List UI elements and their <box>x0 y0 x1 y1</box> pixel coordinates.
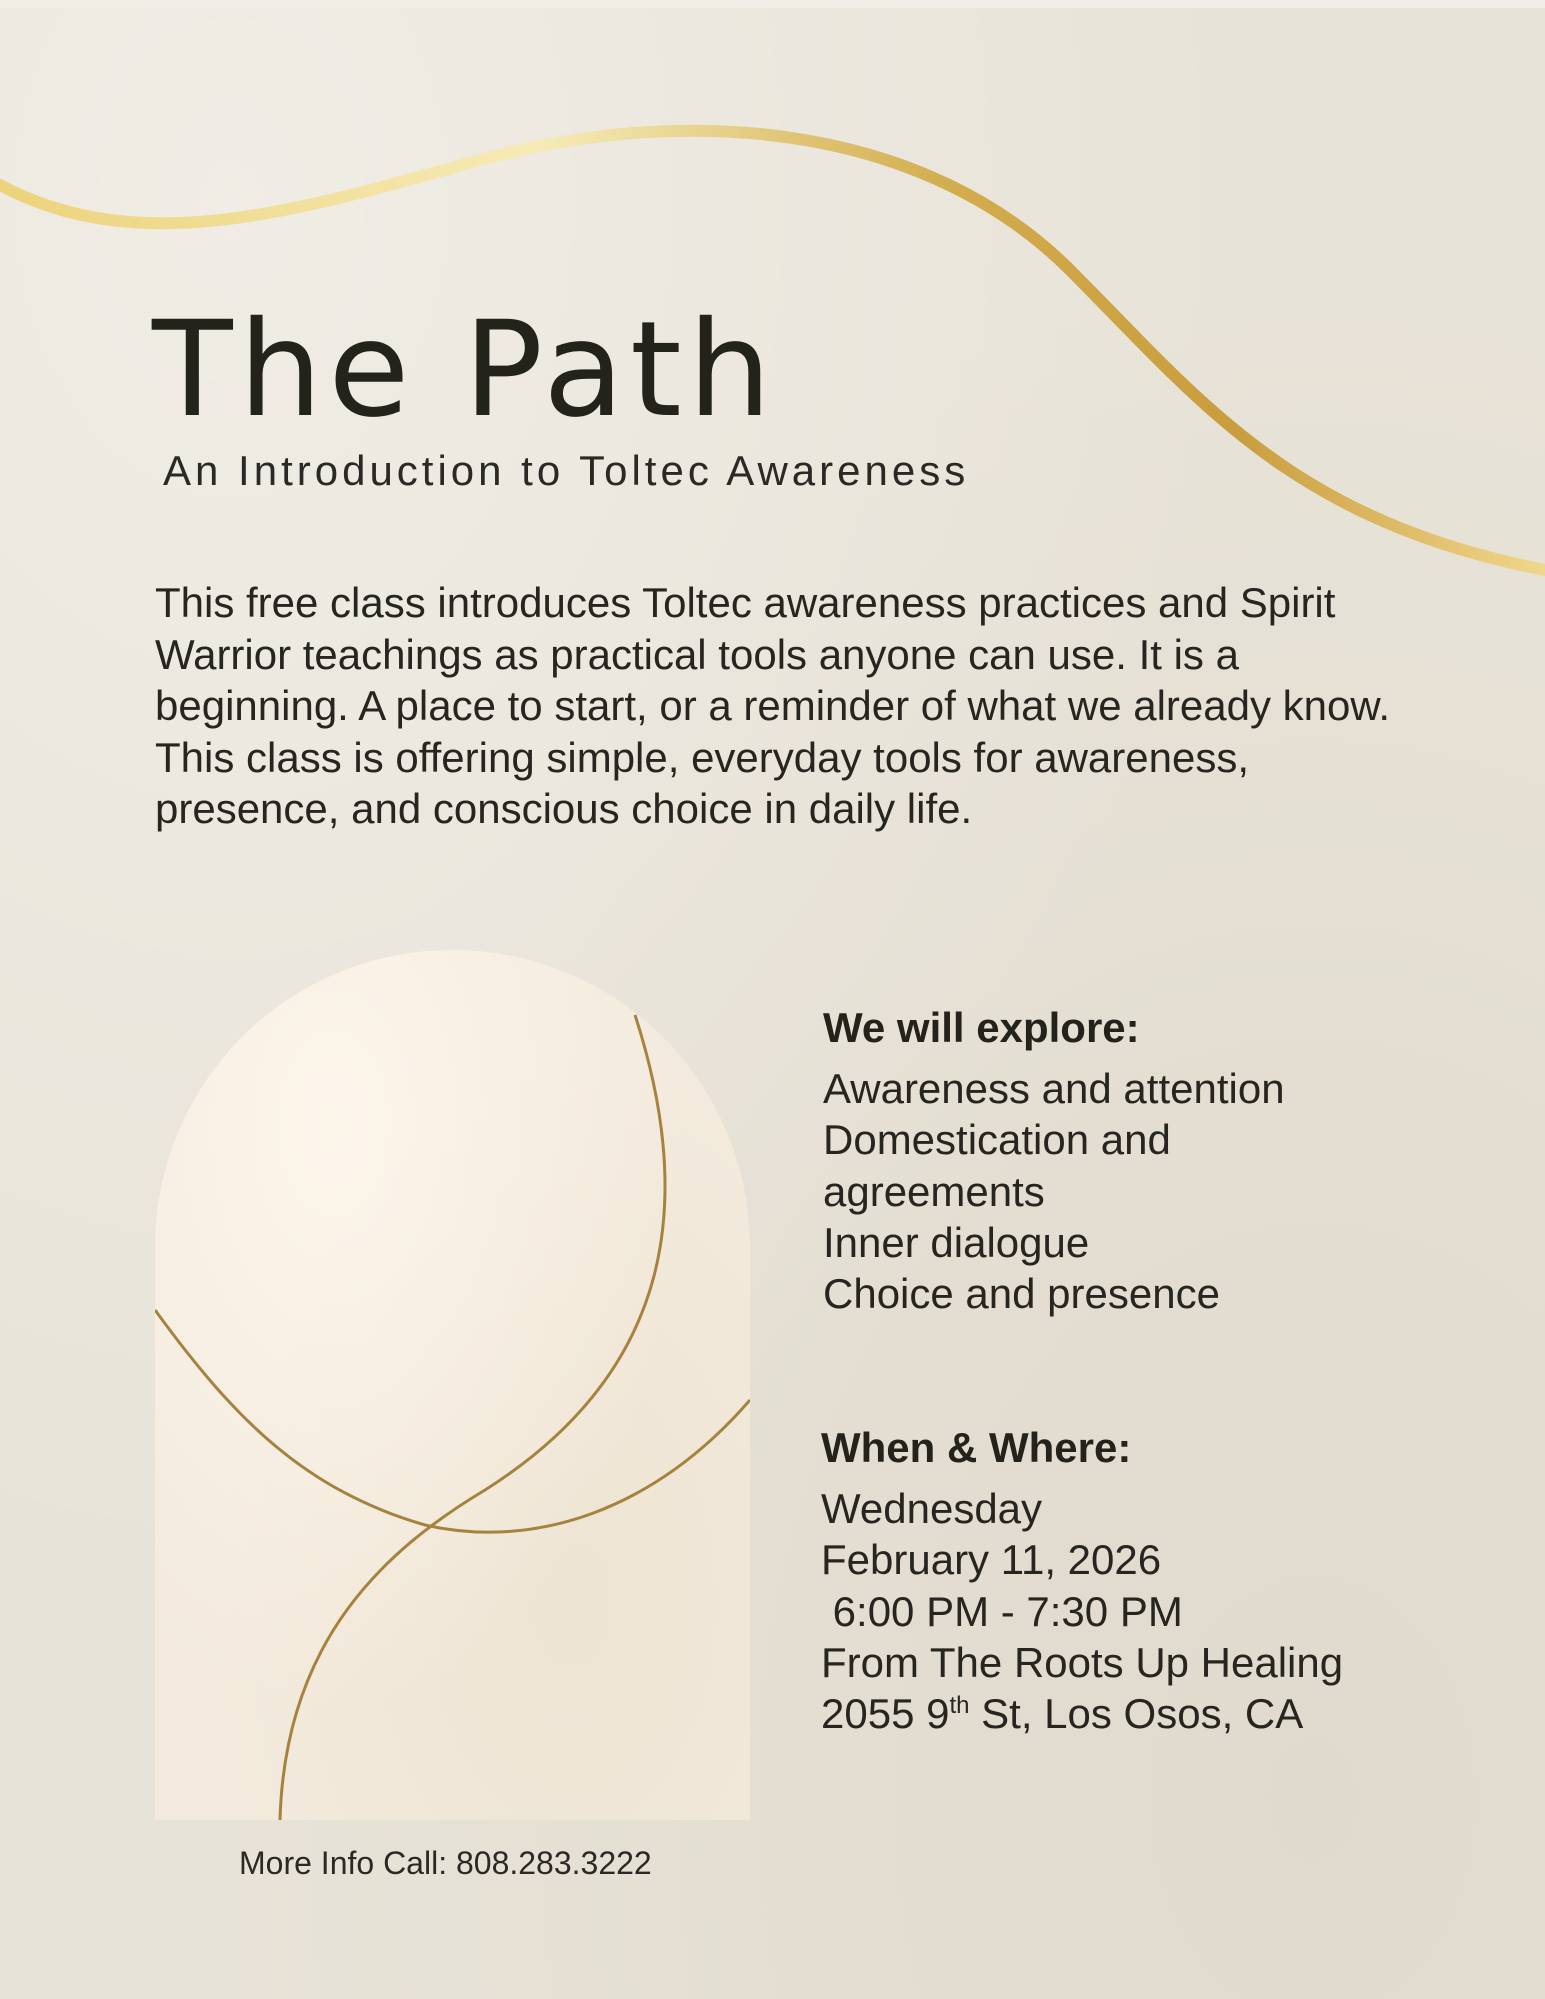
list-item: Inner dialogue <box>823 1218 1090 1266</box>
list-item: Awareness and attention <box>823 1065 1285 1112</box>
event-address <box>821 1688 1381 1739</box>
explore-list <box>823 1063 1383 1319</box>
page-title: The Path <box>152 293 778 447</box>
gold-line-1 <box>280 1015 665 1820</box>
intro-paragraph: This free class introduces Toltec awareness practices and Spirit Warrior teachings as practical tools anyone can use. It is a beginning. A place to start, or a reminder of what we already know. This class is offering simple, everyday tools for awareness, presence, and conscious choice in daily life. <box>155 579 1391 832</box>
event-date: February 11, 2026 <box>821 1536 1162 1584</box>
gold-lines-illustration <box>155 950 750 1820</box>
address-rest: St, Los Osos, CA <box>969 1690 1304 1738</box>
gold-line-2 <box>155 1310 750 1532</box>
address-number: 2055 9 <box>821 1690 950 1738</box>
arch-image <box>155 950 750 1820</box>
list-item: Domestication and agreements <box>823 1116 1171 1215</box>
contact-info: More Info Call: 808.283.3222 <box>239 1845 652 1881</box>
event-time: 6:00 PM - 7:30 PM <box>821 1587 1183 1635</box>
explore-heading: We will explore: <box>823 1004 1140 1051</box>
event-day: Wednesday <box>821 1485 1043 1532</box>
when-where-heading: When & Where: <box>821 1424 1132 1471</box>
list-item: Choice and presence <box>823 1270 1220 1318</box>
page-subtitle: An Introduction to Toltec Awareness <box>163 447 970 494</box>
when-where-list <box>821 1483 1381 1739</box>
address-suffix: th <box>949 1692 970 1720</box>
event-venue: From The Roots Up Healing <box>821 1638 1344 1686</box>
